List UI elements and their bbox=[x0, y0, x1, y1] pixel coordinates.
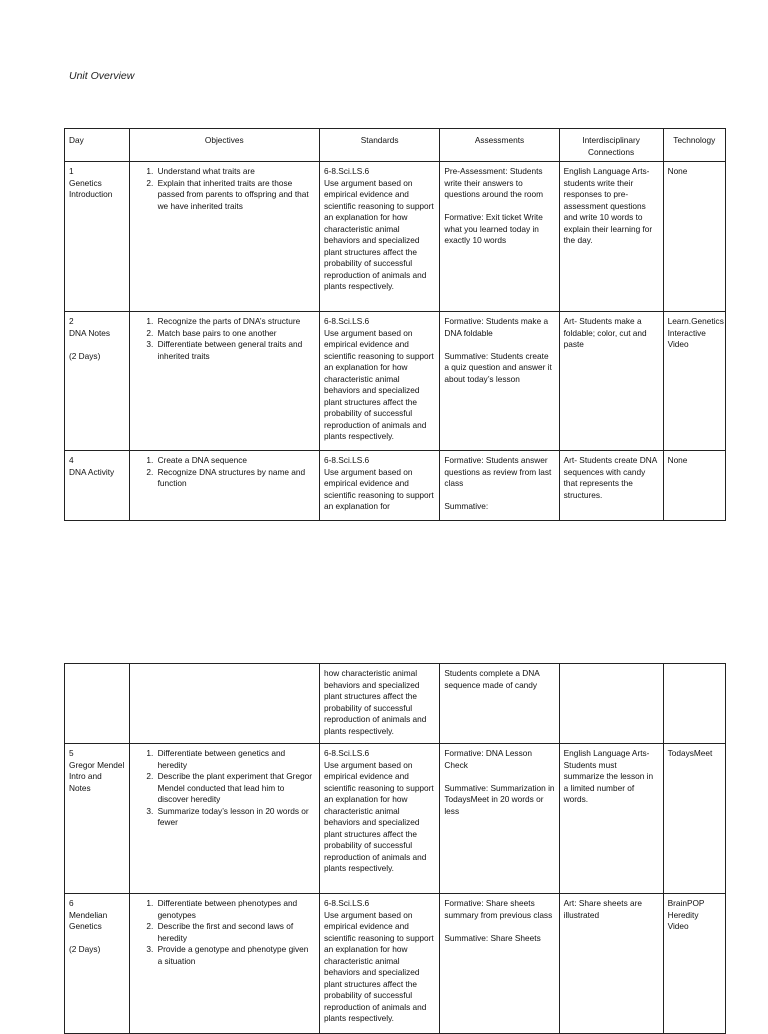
day-duration: (2 Days) bbox=[69, 944, 101, 954]
day-number: 6 bbox=[69, 898, 74, 908]
objective-item: 3. Provide a genotype and phenotype given a situation bbox=[156, 944, 315, 967]
objective-item: 1. Recognize the parts of DNA’s structure bbox=[156, 316, 315, 328]
day-cell bbox=[65, 162, 130, 312]
assessment-formative: Formative: Students make a DNA foldable bbox=[444, 316, 549, 338]
interdisciplinary-cell: Art: Share sheets are illustrated bbox=[559, 894, 663, 1034]
header-objectives: Objectives bbox=[129, 129, 319, 162]
header-interdisciplinary: Interdisciplinary Connections bbox=[559, 129, 663, 162]
day-name: DNA Activity bbox=[69, 466, 115, 477]
table-row bbox=[65, 744, 726, 894]
header-day: Day bbox=[65, 129, 130, 162]
technology-cell: TodaysMeet bbox=[663, 744, 725, 894]
technology-cell: BrainPOP Heredity Video bbox=[663, 894, 725, 1034]
assessments-cell bbox=[440, 162, 559, 312]
assessment-summative: Summative: Summarization in TodaysMeet in 20 words or less bbox=[444, 782, 555, 816]
standard-code: 6-8.Sci.LS.6 bbox=[323, 455, 370, 465]
unit-overview-table bbox=[64, 128, 726, 521]
assessment-formative: Formative: Exit ticket Write what you learned today in exactly 10 words bbox=[444, 212, 543, 245]
assessments-cell bbox=[440, 451, 559, 521]
standard-code: 6-8.Sci.LS.6 bbox=[323, 316, 370, 326]
objectives-cell bbox=[129, 664, 319, 744]
header-standards: Standards bbox=[319, 129, 439, 162]
objective-item: 1. Differentiate between phenotypes and genotypes bbox=[156, 898, 315, 921]
table-row bbox=[65, 312, 726, 451]
objective-item: 2. Explain that inherited traits are those passed from parents to offspring and that we have inherited traits bbox=[156, 178, 315, 213]
objectives-cell bbox=[129, 451, 319, 521]
header-assessments: Assessments bbox=[440, 129, 559, 162]
assessment-formative: Formative: DNA Lesson Check bbox=[444, 748, 532, 770]
table-row bbox=[65, 162, 726, 312]
standard-code: 6-8.Sci.LS.6 bbox=[323, 898, 370, 908]
assessment-summative: Summative: bbox=[444, 501, 489, 511]
day-number: 1 bbox=[69, 166, 74, 176]
standard-code: 6-8.Sci.LS.6 bbox=[323, 748, 370, 758]
day-duration: (2 Days) bbox=[69, 350, 101, 361]
header-technology: Technology bbox=[663, 129, 725, 162]
standards-cell: how characteristic animal behaviors and specialized plant structures affect the probability of successful reproduction of animals and plants respectively. bbox=[319, 664, 439, 744]
objectives-cell bbox=[129, 312, 319, 451]
standards-cell bbox=[319, 451, 439, 521]
table-row-continuation bbox=[65, 664, 726, 744]
objective-item: 2. Recognize DNA structures by name and function bbox=[156, 467, 315, 490]
objective-item: 1. Understand what traits are bbox=[156, 166, 315, 178]
table-row bbox=[65, 894, 726, 1034]
standard-code: 6-8.Sci.LS.6 bbox=[323, 166, 370, 176]
technology-cell: None bbox=[663, 162, 725, 312]
objective-item: 2. Describe the first and second laws of heredity bbox=[156, 921, 315, 944]
interdisciplinary-cell: Art- Students make a foldable; color, cut and paste bbox=[559, 312, 663, 451]
objectives-cell bbox=[129, 162, 319, 312]
objectives-cell bbox=[129, 894, 319, 1034]
day-number: 5 bbox=[69, 748, 74, 758]
objectives-cell bbox=[129, 744, 319, 894]
standard-description: Use argument based on empirical evidence and scientific reasoning to support an explanation for how characteristic animal behaviors and specialized plant structures affect the probability of successful reproduction of animals and plants respectively. bbox=[323, 759, 434, 873]
assessment-summative: Summative: Students create a quiz question and answer it about today’s lesson bbox=[444, 350, 552, 384]
standard-description: Use argument based on empirical evidence and scientific reasoning to support an explanation for how characteristic animal behaviors and specialized plant structures affect the probability of successful reproduction of animals and plants respectively. bbox=[323, 909, 434, 1023]
standards-cell bbox=[319, 744, 439, 894]
day-name: Gregor Mendel Intro and Notes bbox=[69, 759, 125, 793]
day-name: DNA Notes bbox=[69, 327, 111, 338]
assessments-cell bbox=[440, 312, 559, 451]
assessment-summative: Summative: Share Sheets bbox=[444, 932, 541, 943]
table-row bbox=[65, 451, 726, 521]
day-cell bbox=[65, 744, 130, 894]
day-cell bbox=[65, 312, 130, 451]
interdisciplinary-cell bbox=[559, 664, 663, 744]
standards-cell bbox=[319, 894, 439, 1034]
technology-cell: None bbox=[663, 451, 725, 521]
day-cell bbox=[65, 451, 130, 521]
objective-item: 1. Create a DNA sequence bbox=[156, 455, 315, 467]
assessments-cell bbox=[440, 894, 559, 1034]
standard-description: Use argument based on empirical evidence and scientific reasoning to support an explanation for how characteristic animal behaviors and specialized plant structures affect the probability of successful reproduction of animals and plants respectively. bbox=[323, 177, 434, 291]
standards-cell bbox=[319, 312, 439, 451]
day-number: 4 bbox=[69, 455, 74, 465]
day-number: 2 bbox=[69, 316, 74, 326]
technology-cell bbox=[663, 664, 725, 744]
objective-item: 2. Describe the plant experiment that Gregor Mendel conducted that lead him to discover heredity bbox=[156, 771, 315, 806]
day-cell bbox=[65, 894, 130, 1034]
day-cell bbox=[65, 664, 130, 744]
objective-item: 3. Summarize today’s lesson in 20 words or fewer bbox=[156, 806, 315, 829]
day-name: Mendelian Genetics bbox=[69, 909, 108, 931]
standards-cell bbox=[319, 162, 439, 312]
technology-cell: Learn.Genetics Interactive Video bbox=[663, 312, 725, 451]
assessment-formative: Formative: Students answer questions as review from last class bbox=[444, 455, 552, 488]
assessment-formative: Formative: Share sheets summary from previous class bbox=[444, 898, 553, 920]
objective-item: 2. Match base pairs to one another bbox=[156, 328, 315, 340]
objective-item: 1. Differentiate between genetics and heredity bbox=[156, 748, 315, 771]
interdisciplinary-cell: English Language Arts- students write their responses to pre-assessment questions and write 10 words to explain their learning for the day. bbox=[559, 162, 663, 312]
standard-description: Use argument based on empirical evidence and scientific reasoning to support an explanation for bbox=[323, 466, 434, 511]
unit-overview-table-continued bbox=[64, 663, 726, 1034]
standard-description: Use argument based on empirical evidence and scientific reasoning to support an explanation for how characteristic animal behaviors and specialized plant structures affect the probability of successful reproduction of animals and plants respectively. bbox=[323, 327, 434, 441]
document-title: Unit Overview bbox=[69, 70, 135, 82]
day-name: Genetics Introduction bbox=[69, 177, 113, 199]
assessments-cell: Students complete a DNA sequence made of candy bbox=[440, 664, 559, 744]
assessment-pre: Pre-Assessment: Students write their answers to questions around the room bbox=[444, 166, 544, 199]
interdisciplinary-cell: Art- Students create DNA sequences with candy that represents the structures. bbox=[559, 451, 663, 521]
assessments-cell bbox=[440, 744, 559, 894]
interdisciplinary-cell: English Language Arts- Students must summarize the lesson in a limited number of words. bbox=[559, 744, 663, 894]
objective-item: 3. Differentiate between general traits and inherited traits bbox=[156, 339, 315, 362]
